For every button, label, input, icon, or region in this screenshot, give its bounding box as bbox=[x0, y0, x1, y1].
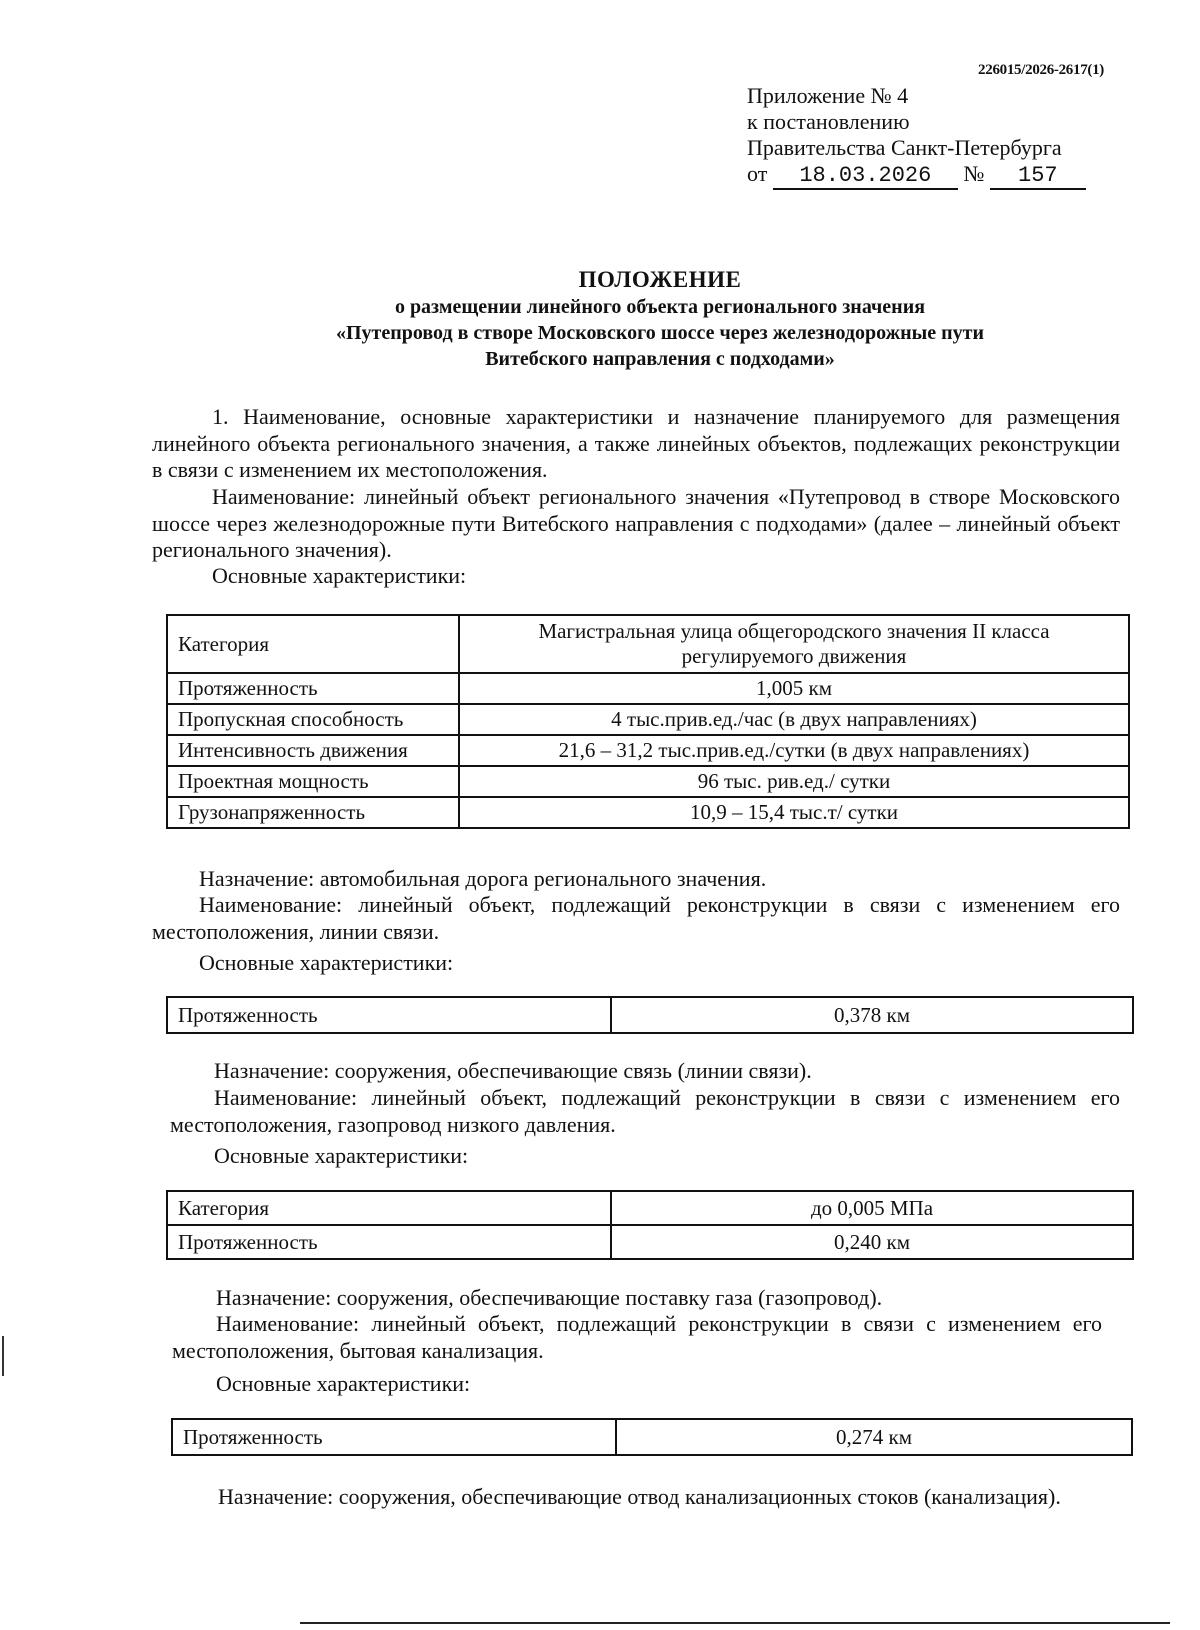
block4-purpose: Назначение: сооружения, обеспечивающие поставку газа (газопровод). bbox=[216, 1285, 883, 1310]
title-line-1: о размещении линейного объекта регионального значения bbox=[394, 296, 926, 318]
block2-purpose: Назначение: автомобильная дорога регионального значения. bbox=[199, 866, 767, 891]
table-row bbox=[167, 1191, 1133, 1225]
block3-purpose: Назначение: сооружения, обеспечивающие связь (линии связи). bbox=[214, 1058, 812, 1083]
block4-name: Наименование: линейный объект, подлежащий реконструкции в связи с изменением его местоположения, бытовая канализация. bbox=[172, 1311, 1102, 1363]
sewerage-table bbox=[171, 1418, 1133, 1456]
main-characteristics-table bbox=[166, 614, 1130, 829]
left-margin-mark bbox=[2, 1336, 4, 1376]
table-cell-value: до 0,005 МПа bbox=[611, 1191, 1133, 1225]
appendix-number: Приложение № 4 bbox=[747, 83, 909, 108]
table-cell-label: Пропускная способность bbox=[167, 704, 459, 735]
block3-chars-label: Основные характеристики: bbox=[214, 1143, 469, 1168]
section1-chars-label: Основные характеристики: bbox=[212, 563, 467, 588]
table-row bbox=[172, 1419, 1132, 1455]
date-prefix: от bbox=[747, 161, 768, 186]
communication-lines-table bbox=[166, 996, 1134, 1034]
table-row bbox=[167, 997, 1133, 1033]
table-cell-label: Грузонапряженность bbox=[167, 797, 459, 828]
table-cell-value: 21,6 – 31,2 тыс.прив.ед./сутки (в двух направлениях) bbox=[459, 735, 1129, 766]
date-number-line bbox=[747, 161, 1086, 190]
table-row bbox=[167, 766, 1129, 797]
section1-heading: 1. Наименование, основные характеристики и назначение планируемого для размещения линейного объекта регионального значения, а также линейных объектов, подлежащих реконструкции в связи с изменением их местоположения. bbox=[152, 404, 1120, 482]
title-main: ПОЛОЖЕНИЕ bbox=[578, 267, 742, 292]
table-cell-value: 4 тыс.прив.ед./час (в двух направлениях) bbox=[459, 704, 1129, 735]
table-cell-value: 0,240 км bbox=[611, 1225, 1133, 1259]
title-line-2: «Путепровод в створе Московского шоссе через железнодорожные пути bbox=[335, 322, 985, 344]
table-cell-label: Протяженность bbox=[167, 1225, 611, 1259]
block4-chars-label: Основные характеристики: bbox=[216, 1371, 471, 1396]
table-cell-label: Протяженность bbox=[167, 673, 459, 704]
section1-name: Наименование: линейный объект регионального значения «Путепровод в створе Московского шоссе через железнодорожные пути Витебского направления с подходами» (далее – линейный объект регионального значения). bbox=[152, 484, 1120, 562]
block5-purpose: Назначение: сооружения, обеспечивающие отвод канализационных стоков (канализация). bbox=[218, 1484, 1061, 1509]
appendix-block bbox=[747, 83, 1086, 190]
block3-name: Наименование: линейный объект, подлежащий реконструкции в связи с изменением его местоположения, газопровод низкого давления. bbox=[170, 1085, 1120, 1137]
table-row bbox=[167, 735, 1129, 766]
table-cell-label: Категория bbox=[167, 1191, 611, 1225]
table-cell-label: Протяженность bbox=[172, 1419, 616, 1455]
table-cell-label: Интенсивность движения bbox=[167, 735, 459, 766]
appendix-government: Правительства Санкт-Петербурга bbox=[747, 135, 1062, 160]
table-cell-label: Проектная мощность bbox=[167, 766, 459, 797]
document-title bbox=[150, 266, 1170, 372]
resolution-date: 18.03.2026 bbox=[773, 164, 958, 190]
table-cell-value: 1,005 км bbox=[459, 673, 1129, 704]
block2-name: Наименование: линейный объект, подлежащий реконструкции в связи с изменением его местоположения, линии связи. bbox=[152, 892, 1120, 944]
table-cell-value: 96 тыс. рив.ед./ сутки bbox=[459, 766, 1129, 797]
document-id: 226015/2026-2617(1) bbox=[978, 62, 1104, 78]
table-cell-label: Протяженность bbox=[167, 997, 611, 1033]
table-row bbox=[167, 704, 1129, 735]
table-cell-value: 10,9 – 15,4 тыс.т/ сутки bbox=[459, 797, 1129, 828]
number-prefix: № bbox=[963, 161, 985, 186]
title-line-3: Витебского направления с подходами» bbox=[485, 348, 835, 370]
appendix-to-resolution: к постановлению bbox=[747, 109, 910, 134]
table-cell-label: Категория bbox=[167, 615, 459, 673]
table-cell-value: Магистральная улица общегородского значения II класса регулируемого движения bbox=[459, 615, 1129, 673]
table-row bbox=[167, 615, 1129, 673]
block2-chars-label: Основные характеристики: bbox=[199, 950, 454, 975]
bottom-edge-rule bbox=[300, 1622, 1170, 1624]
table-row bbox=[167, 797, 1129, 828]
table-row bbox=[167, 673, 1129, 704]
table-cell-value: 0,378 км bbox=[611, 997, 1133, 1033]
gas-pipeline-table bbox=[166, 1190, 1134, 1260]
resolution-number: 157 bbox=[990, 164, 1086, 190]
table-row bbox=[167, 1225, 1133, 1259]
table-cell-value: 0,274 км bbox=[616, 1419, 1132, 1455]
